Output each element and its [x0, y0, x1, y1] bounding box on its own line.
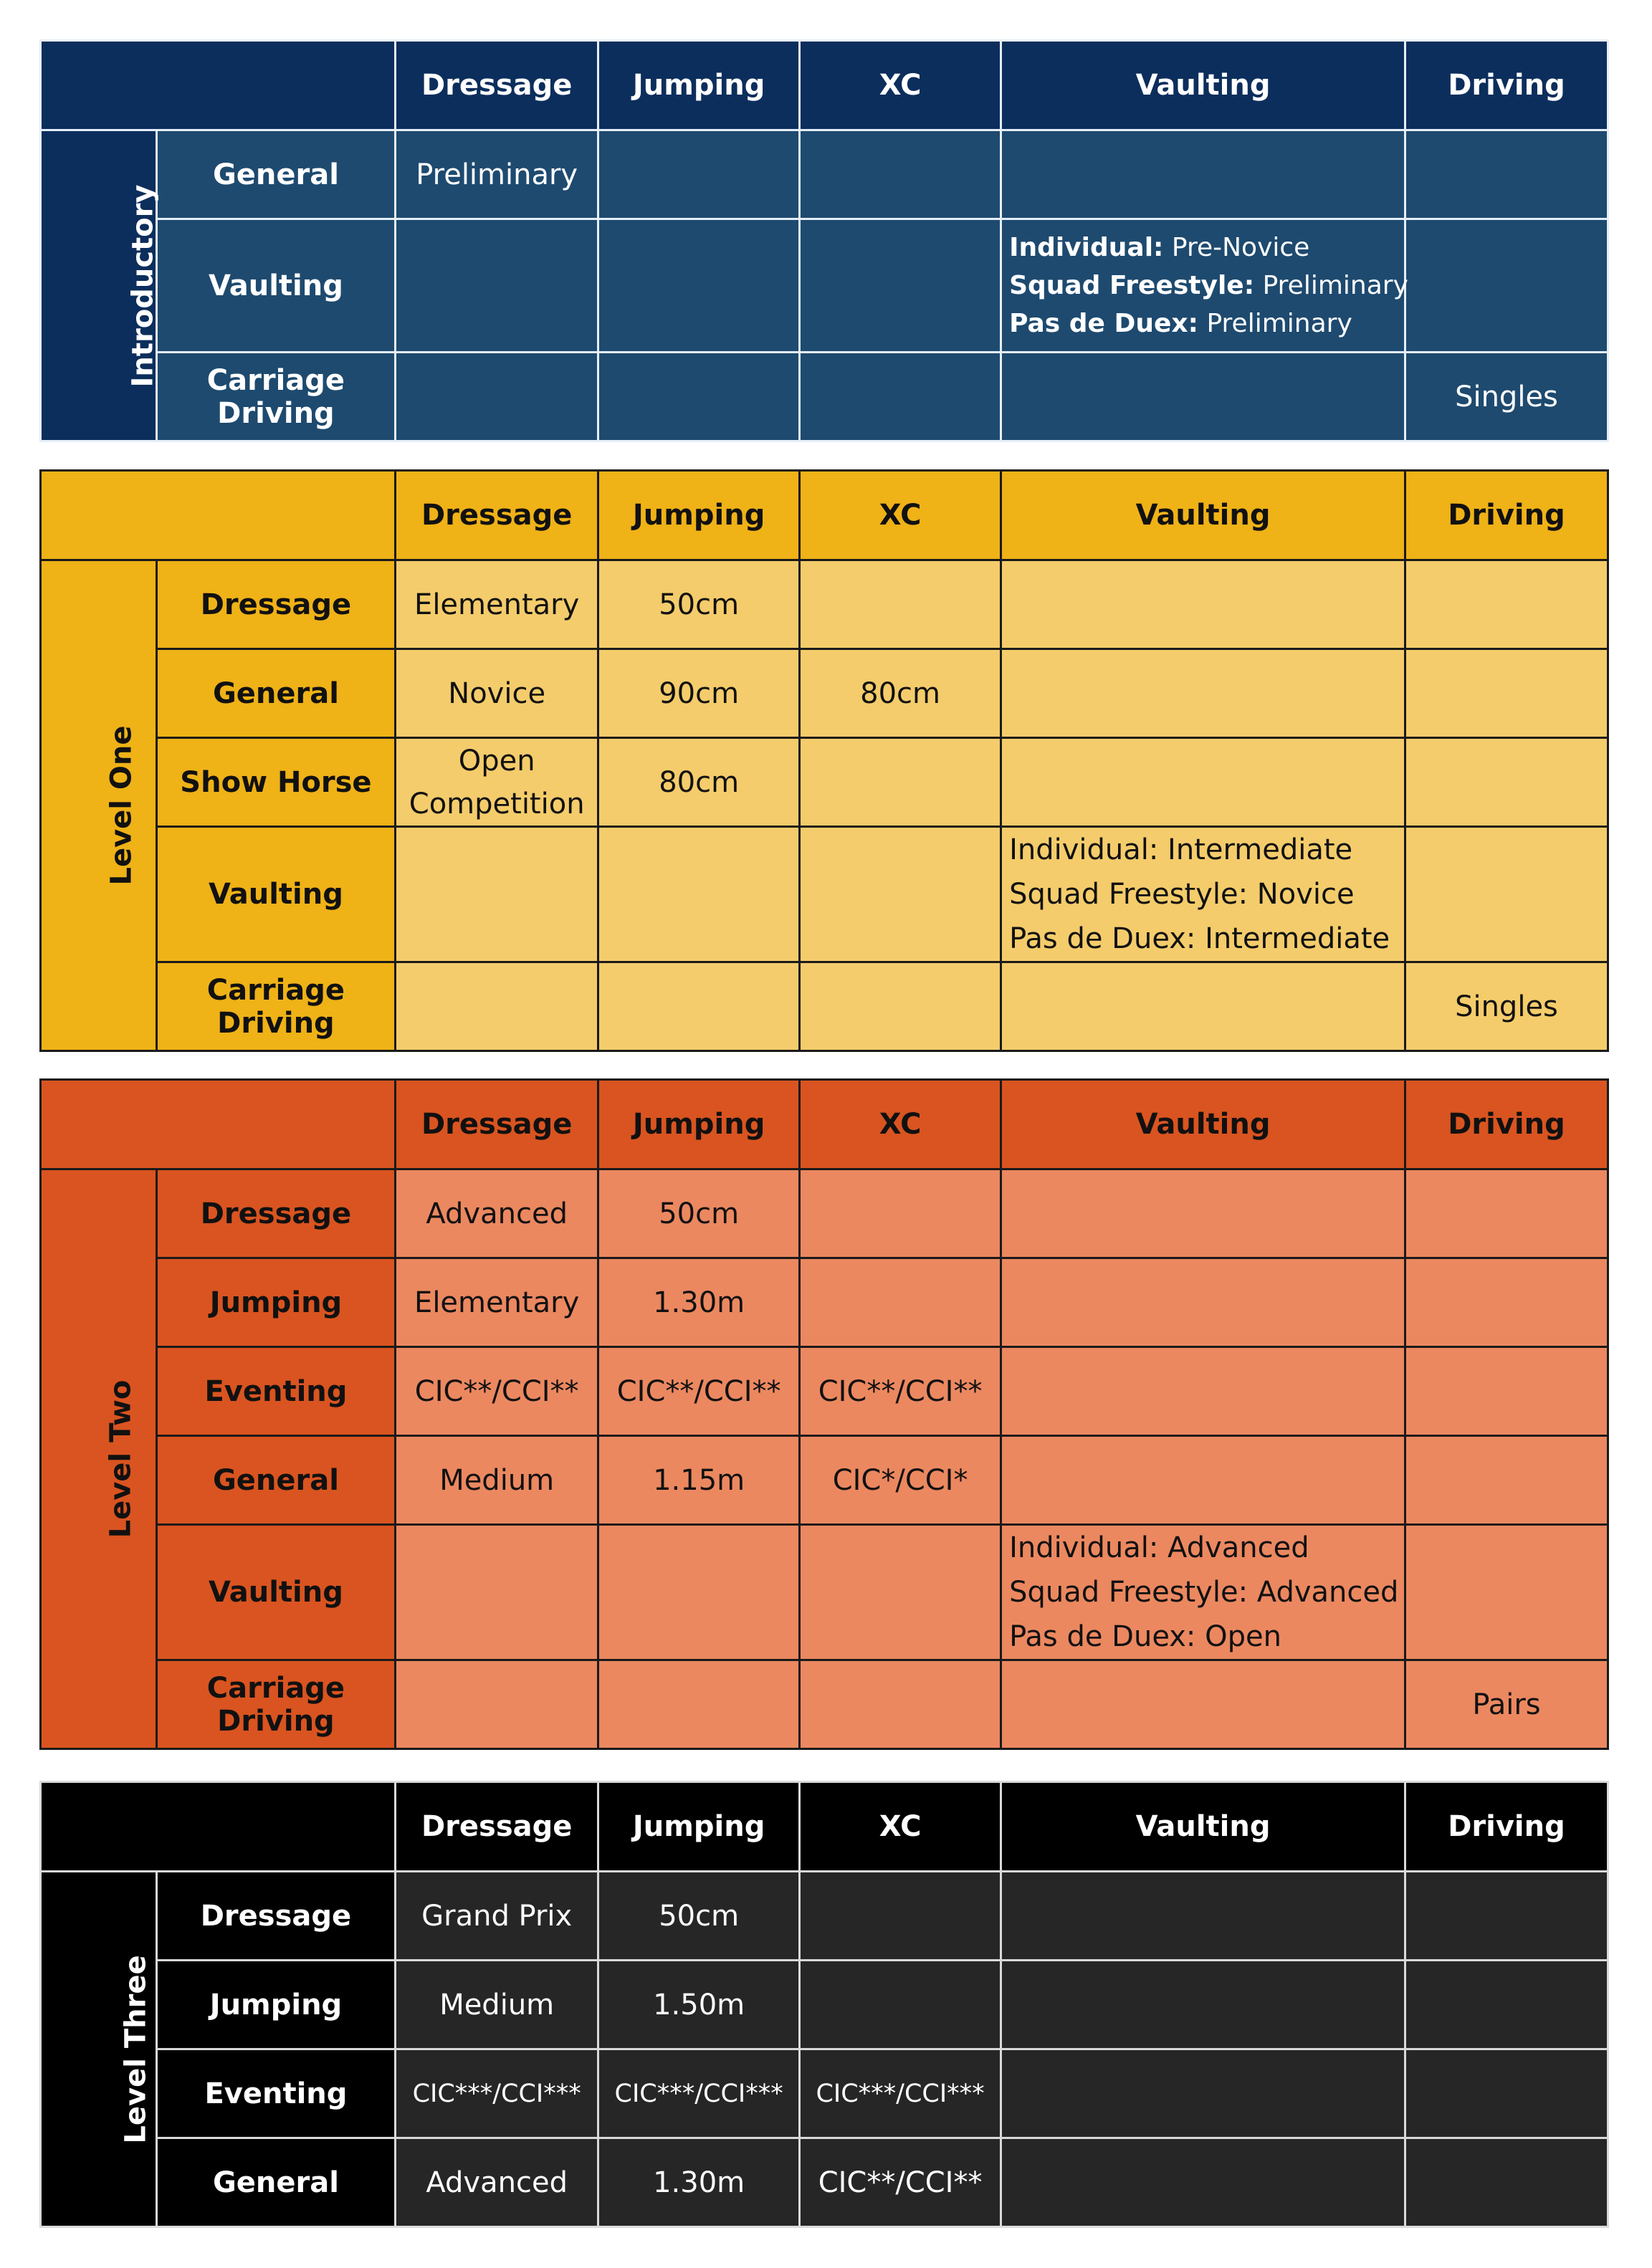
col-header-xc: XC [800, 1080, 1001, 1169]
col-header-jumping: Jumping [598, 471, 800, 560]
cell-driving [1405, 827, 1608, 962]
cell-vaulting [1001, 738, 1405, 827]
level-two-table [39, 1078, 1609, 1750]
row-label: General [156, 649, 396, 738]
cell-vaulting [1001, 1258, 1405, 1347]
cell-dressage: Advanced [396, 2138, 598, 2227]
cell-vaulting [1001, 1961, 1405, 2049]
cell-jumping: CIC**/CCI** [598, 1347, 800, 1436]
cell-vaulting [1001, 827, 1405, 962]
row-label: General [156, 1436, 396, 1525]
level-three-table [39, 1781, 1609, 2228]
cell-driving [1405, 1169, 1608, 1258]
table-row [41, 2138, 1608, 2227]
header-corner [41, 471, 396, 560]
cell-jumping: 90cm [598, 649, 800, 738]
col-header-xc: XC [800, 41, 1001, 130]
cell-jumping [598, 219, 800, 353]
header-corner [41, 1080, 396, 1169]
level-label: Level Three [119, 1954, 153, 2144]
vaulting-line: Squad Freestyle: Novice [1009, 878, 1355, 911]
cell-vaulting [1001, 2138, 1405, 2227]
cell-dressage: CIC**/CCI** [396, 1347, 598, 1436]
col-header-vaulting: Vaulting [1001, 1080, 1405, 1169]
cell-driving: Pairs [1405, 1660, 1608, 1749]
col-header-dressage: Dressage [396, 1080, 598, 1169]
cell-jumping: 1.30m [598, 1258, 800, 1347]
cell-vaulting [1001, 1347, 1405, 1436]
level-label-cell [41, 1872, 157, 2227]
vaulting-line: Pas de Duex: Open [1009, 1620, 1281, 1653]
vaulting-line: Pas de Duex: Intermediate [1009, 922, 1390, 955]
cell-driving [1405, 560, 1608, 649]
table-row [41, 962, 1608, 1051]
vaulting-line: Individual: Intermediate [1009, 833, 1353, 866]
cell-driving [1405, 130, 1608, 219]
col-header-dressage: Dressage [396, 1782, 598, 1872]
table-row [41, 1525, 1608, 1660]
vaulting-line: Squad Freestyle: Preliminary [1009, 271, 1408, 300]
level-label-cell [41, 560, 157, 1051]
cell-driving [1405, 2049, 1608, 2138]
cell-jumping: 80cm [598, 738, 800, 827]
col-header-jumping: Jumping [598, 1080, 800, 1169]
cell-dressage [396, 353, 598, 441]
row-label: Eventing [156, 1347, 396, 1436]
cell-dressage: Medium [396, 1961, 598, 2049]
level-label-cell [41, 130, 160, 441]
table-row [41, 649, 1608, 738]
cell-dressage-line: Open [458, 744, 535, 777]
row-label: Vaulting [156, 219, 396, 353]
cell-driving [1405, 219, 1608, 353]
table-row [41, 1872, 1608, 1961]
row-label: Vaulting [156, 827, 396, 962]
col-header-dressage: Dressage [396, 41, 598, 130]
cell-vaulting [1001, 1525, 1405, 1660]
cell-dressage: Elementary [396, 1258, 598, 1347]
cell-xc: CIC***/CCI*** [800, 2049, 1001, 2138]
cell-vaulting [1001, 1872, 1405, 1961]
header-row [41, 471, 1608, 560]
cell-vaulting [1001, 1660, 1405, 1749]
table-row [41, 1436, 1608, 1525]
col-header-vaulting: Vaulting [1001, 41, 1405, 130]
row-label: Carriage Driving [156, 962, 396, 1051]
cell-dressage [396, 827, 598, 962]
vaulting-line: Individual: Pre-Novice [1009, 233, 1310, 262]
row-label: Dressage [156, 1872, 396, 1961]
cell-dressage [396, 738, 598, 827]
cell-jumping: CIC***/CCI*** [598, 2049, 800, 2138]
col-header-vaulting: Vaulting [1001, 471, 1405, 560]
cell-driving [1405, 1347, 1608, 1436]
cell-dressage: Preliminary [396, 130, 598, 219]
row-label: Carriage Driving [156, 1660, 396, 1749]
table-row [41, 1258, 1608, 1347]
cell-xc [800, 560, 1001, 649]
cell-driving [1405, 1872, 1608, 1961]
cell-dressage: Elementary [396, 560, 598, 649]
cell-xc [800, 1872, 1001, 1961]
cell-vaulting [1001, 130, 1405, 219]
cell-jumping [598, 1660, 800, 1749]
cell-xc [800, 1525, 1001, 1660]
vaulting-line: Squad Freestyle: Advanced [1009, 1576, 1399, 1609]
col-header-driving: Driving [1405, 1782, 1608, 1872]
cell-jumping: 1.15m [598, 1436, 800, 1525]
cell-xc: CIC**/CCI** [800, 1347, 1001, 1436]
table-row [41, 1961, 1608, 2049]
table-row [41, 2049, 1608, 2138]
table-row [41, 1347, 1608, 1436]
col-header-jumping: Jumping [598, 41, 800, 130]
col-header-driving: Driving [1405, 41, 1608, 130]
row-label: Dressage [156, 1169, 396, 1258]
cell-jumping [598, 1525, 800, 1660]
cell-dressage: CIC***/CCI*** [396, 2049, 598, 2138]
table-row [41, 219, 1608, 353]
cell-xc [800, 827, 1001, 962]
cell-xc: CIC*/CCI* [800, 1436, 1001, 1525]
row-label: General [156, 130, 396, 219]
cell-jumping: 50cm [598, 1872, 800, 1961]
cell-jumping: 1.50m [598, 1961, 800, 2049]
row-label: Eventing [156, 2049, 396, 2138]
table-row [41, 738, 1608, 827]
table-row [41, 1660, 1608, 1749]
table-row [41, 827, 1608, 962]
level-one-table [39, 469, 1609, 1052]
row-label: Vaulting [156, 1525, 396, 1660]
header-row [41, 1080, 1608, 1169]
level-label-cell [41, 1169, 157, 1749]
cell-driving [1405, 1525, 1608, 1660]
cell-jumping [598, 827, 800, 962]
cell-driving [1405, 649, 1608, 738]
cell-vaulting [1001, 649, 1405, 738]
row-label: Jumping [156, 1961, 396, 2049]
cell-xc [800, 219, 1001, 353]
cell-xc [800, 738, 1001, 827]
cell-driving: Singles [1405, 353, 1608, 441]
cell-jumping [598, 353, 800, 441]
cell-dressage [396, 1660, 598, 1749]
cell-jumping [598, 130, 800, 219]
cell-driving [1405, 1961, 1608, 2049]
cell-driving [1405, 2138, 1608, 2227]
col-header-dressage: Dressage [396, 471, 598, 560]
vaulting-line: Individual: Advanced [1009, 1531, 1309, 1564]
level-label: Introductory [126, 184, 160, 387]
header-row [41, 1782, 1608, 1872]
cell-dressage: Advanced [396, 1169, 598, 1258]
col-header-jumping: Jumping [598, 1782, 800, 1872]
col-header-driving: Driving [1405, 471, 1608, 560]
col-header-xc: XC [800, 471, 1001, 560]
cell-xc [800, 130, 1001, 219]
col-header-driving: Driving [1405, 1080, 1608, 1169]
cell-vaulting [1001, 1436, 1405, 1525]
cell-vaulting [1001, 560, 1405, 649]
cell-dressage [396, 962, 598, 1051]
cell-dressage: Medium [396, 1436, 598, 1525]
cell-driving [1405, 738, 1608, 827]
header-row [41, 41, 1608, 130]
cell-vaulting [1001, 219, 1408, 353]
cell-driving [1405, 1436, 1608, 1525]
cell-driving [1405, 1258, 1608, 1347]
header-corner [41, 41, 396, 130]
cell-jumping: 1.30m [598, 2138, 800, 2227]
cell-jumping: 50cm [598, 560, 800, 649]
row-label: General [156, 2138, 396, 2227]
cell-jumping [598, 962, 800, 1051]
row-label: Carriage Driving [156, 353, 396, 441]
header-corner [41, 1782, 396, 1872]
cell-jumping: 50cm [598, 1169, 800, 1258]
row-label: Jumping [156, 1258, 396, 1347]
cell-dressage: Novice [396, 649, 598, 738]
cell-xc [800, 1961, 1001, 2049]
cell-xc [800, 962, 1001, 1051]
vaulting-line: Pas de Duex: Preliminary [1009, 309, 1352, 338]
col-header-vaulting: Vaulting [1001, 1782, 1405, 1872]
level-label: Level Two [104, 1379, 138, 1539]
cell-xc: 80cm [800, 649, 1001, 738]
cell-xc: CIC**/CCI** [800, 2138, 1001, 2227]
cell-xc [800, 1660, 1001, 1749]
row-label: Show Horse [156, 738, 396, 827]
cell-dressage: Grand Prix [396, 1872, 598, 1961]
cell-vaulting [1001, 2049, 1405, 2138]
table-row [41, 130, 1608, 219]
level-label: Level One [105, 725, 138, 886]
cell-dressage-line: Competition [409, 787, 585, 820]
cell-vaulting [1001, 353, 1405, 441]
introductory-table [39, 39, 1609, 442]
col-header-xc: XC [800, 1782, 1001, 1872]
table-row [41, 560, 1608, 649]
cell-vaulting [1001, 962, 1405, 1051]
cell-xc [800, 1258, 1001, 1347]
cell-xc [800, 353, 1001, 441]
cell-driving: Singles [1405, 962, 1608, 1051]
table-row [41, 353, 1608, 441]
table-row [41, 1169, 1608, 1258]
cell-vaulting [1001, 1169, 1405, 1258]
cell-xc [800, 1169, 1001, 1258]
row-label: Dressage [156, 560, 396, 649]
cell-dressage [396, 219, 598, 353]
cell-dressage [396, 1525, 598, 1660]
